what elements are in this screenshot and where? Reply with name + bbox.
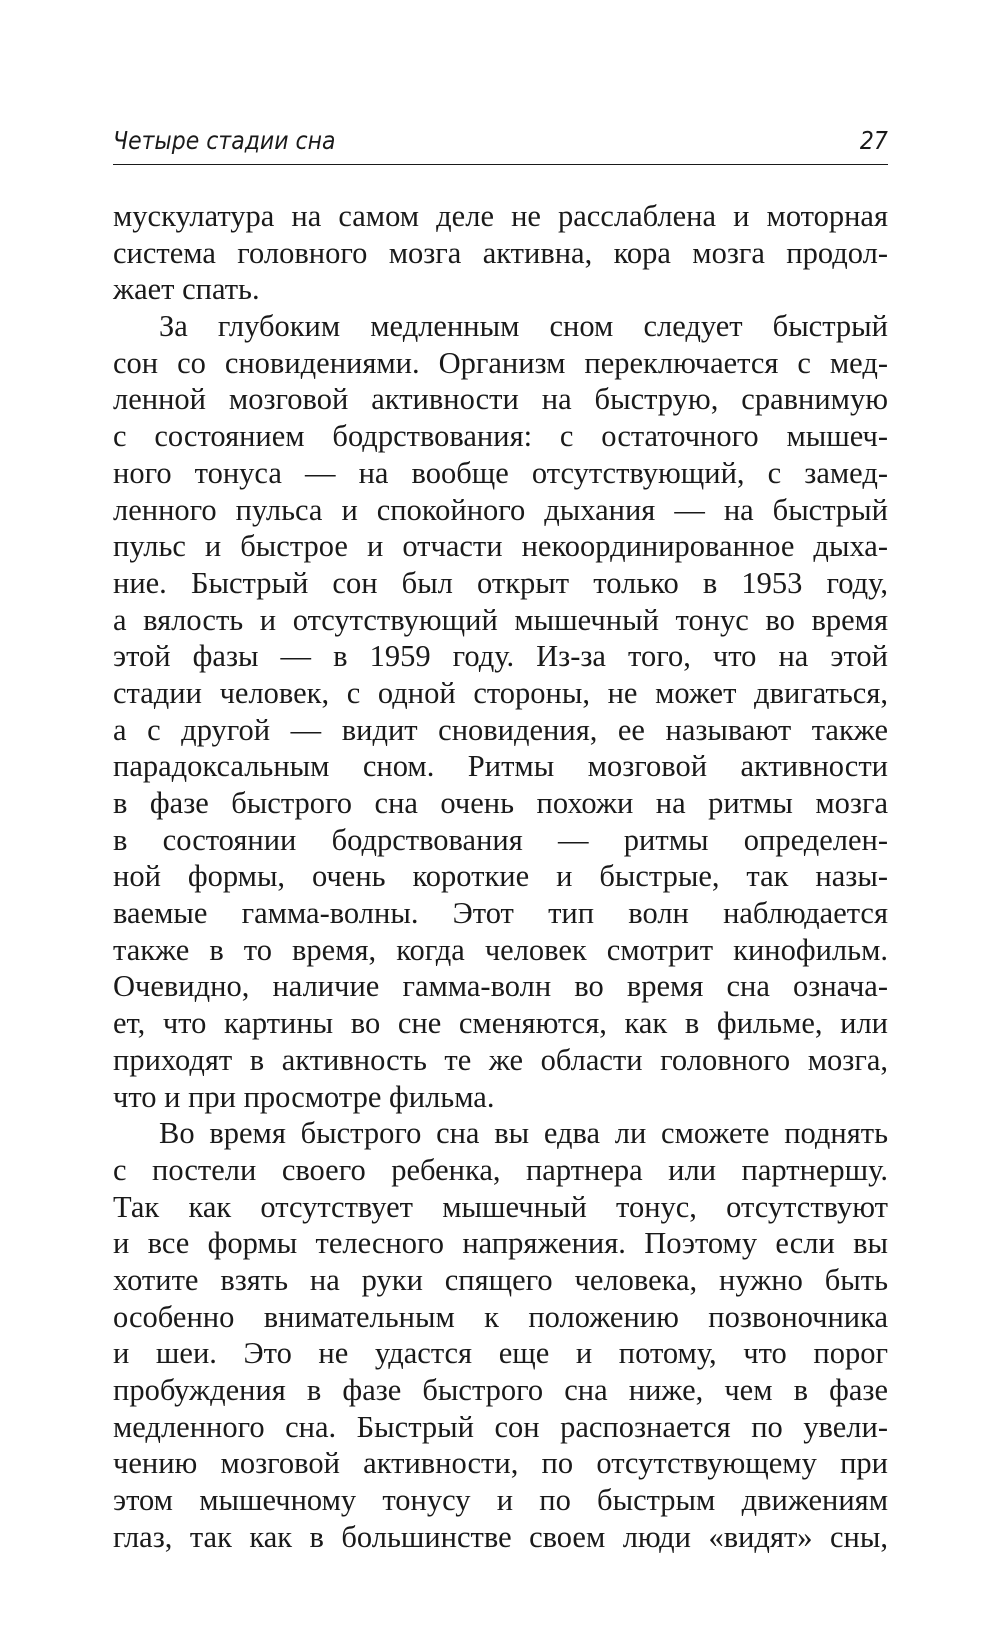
text-line: с состоянием бодрствования: с остаточного мышеч-: [113, 419, 888, 454]
text-line: ного тонуса — на вообще отсутствующий, с замед-: [113, 455, 888, 490]
text-line: стадии человек, с одной стороны, не может двигаться,: [113, 675, 888, 710]
text-line: а вялость и отсутствующий мышечный тонус во время: [113, 602, 888, 637]
paragraph-1: [113, 198, 888, 308]
text-line: приходят в активность те же области головного мозга,: [113, 1042, 888, 1077]
text-line: ет, что картины во сне сменяются, как в фильме, или: [113, 1006, 888, 1041]
running-header: [113, 116, 888, 165]
text-line: жает спать.: [113, 272, 260, 307]
text-line: Очевидно, наличие гамма-волн во время сна означа-: [113, 969, 888, 1004]
text-line: Во время быстрого сна вы едва ли сможете поднять: [159, 1116, 888, 1151]
text-line: этом мышечному тонусу и по быстрым движениям: [113, 1483, 888, 1518]
text-line: медленного сна. Быстрый сон распознается по увели-: [113, 1409, 888, 1444]
body-text: [113, 198, 888, 1555]
text-line: и шеи. Это не удастся еще и потому, что порог: [113, 1336, 888, 1371]
text-line: и все формы телесного напряжения. Поэтому если вы: [113, 1226, 888, 1261]
text-line: хотите взять на руки спящего человека, нужно быть: [113, 1262, 888, 1297]
text-line: глаз, так как в большинстве своем люди «видят» сны,: [113, 1519, 888, 1554]
text-line: что и при просмотре фильма.: [113, 1079, 495, 1114]
page-number: 27: [860, 126, 888, 155]
text-line: За глубоким медленным сном следует быстрый: [159, 309, 888, 344]
paragraph-3: [113, 1115, 888, 1555]
text-line: ленной мозговой активности на быструю, сравнимую: [113, 382, 888, 417]
text-line: сон со сновидениями. Организм переключается с мед-: [113, 345, 888, 380]
text-line: с постели своего ребенка, партнера или партнершу.: [113, 1152, 888, 1187]
text-line: особенно внимательным к положению позвоночника: [113, 1299, 888, 1334]
chapter-title: Четыре стадии сна: [113, 126, 336, 155]
text-line: пробуждения в фазе быстрого сна ниже, чем в фазе: [113, 1373, 888, 1407]
text-line: пульс и быстрое и отчасти некоординированное дыха-: [113, 529, 888, 564]
text-line: в фазе быстрого сна очень похожи на ритмы мозга: [113, 786, 888, 820]
text-line: также в то время, когда человек смотрит кинофильм.: [113, 932, 888, 967]
text-line: парадоксальным сном. Ритмы мозговой активности: [113, 749, 888, 784]
text-line: система головного мозга активна, кора мозга продол-: [113, 235, 888, 270]
text-line: ленного пульса и спокойного дыхания — на быстрый: [113, 492, 888, 527]
text-line: этой фазы — в 1959 году. Из-за того, что на этой: [113, 639, 888, 674]
text-line: чению мозговой активности, по отсутствующему при: [113, 1446, 888, 1481]
text-line: а с другой — видит сновидения, ее называют также: [113, 712, 888, 747]
text-line: в состоянии бодрствования — ритмы определен-: [113, 822, 888, 857]
text-line: ной формы, очень короткие и быстрые, так назы-: [113, 859, 888, 894]
paragraph-2: [113, 308, 888, 1115]
text-line: мускулатура на самом деле не расслаблена и моторная: [113, 199, 888, 233]
text-line: ваемые гамма-волны. Этот тип волн наблюдается: [113, 896, 888, 931]
text-line: Так как отсутствует мышечный тонус, отсутствуют: [113, 1189, 888, 1224]
text-line: ние. Быстрый сон был открыт только в 1953 году,: [113, 565, 888, 600]
